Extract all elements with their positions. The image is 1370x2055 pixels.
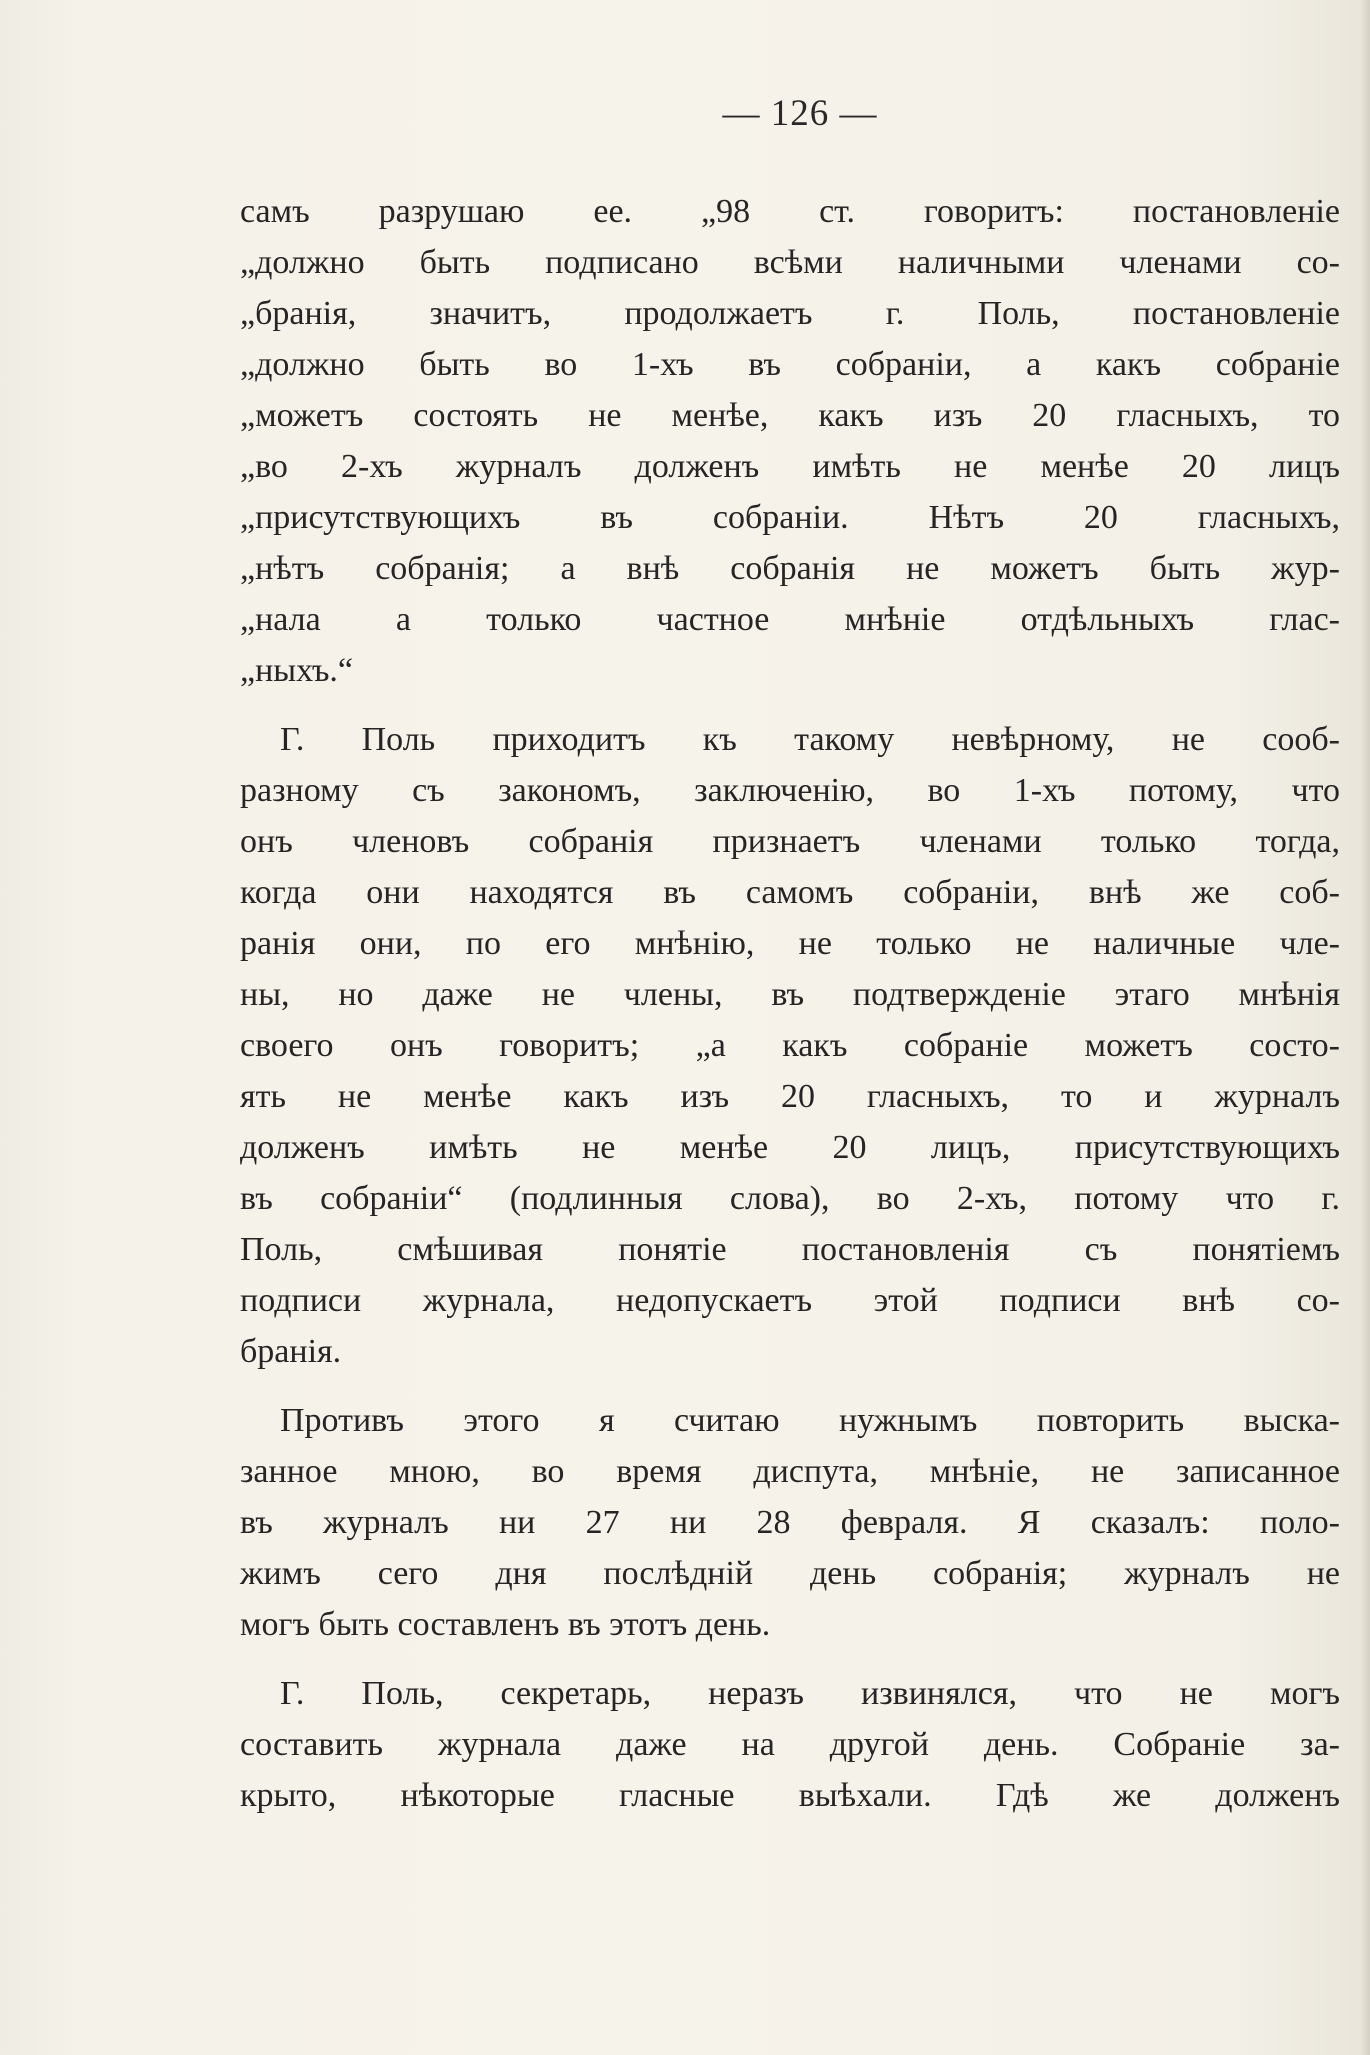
text-line: составить журнала даже на другой день. Собраніе за- xyxy=(240,1726,1340,1763)
paragraph-gap xyxy=(240,696,1340,714)
paragraph-gap xyxy=(240,1650,1340,1668)
text-line: бранія. xyxy=(240,1333,342,1370)
text-line: ранія они, по его мнѣнію, не только не наличные чле- xyxy=(240,925,1340,962)
page-edge-shadow xyxy=(1360,0,1370,2055)
text-line: самъ разрушаю ее. „98 ст. говоритъ: постановленіе xyxy=(240,193,1340,230)
text-line: долженъ имѣть не менѣе 20 лицъ, присутствующихъ xyxy=(240,1129,1340,1166)
text-line: въ журналъ ни 27 ни 28 февраля. Я сказалъ: поло- xyxy=(240,1504,1340,1541)
text-line: въ собраніи“ (подлинныя слова), во 2-хъ, потому что г. xyxy=(240,1180,1340,1217)
paragraph-1 xyxy=(240,186,1340,696)
page-number: — 126 — xyxy=(722,93,878,134)
text-line: когда они находятся въ самомъ собраніи, внѣ же соб- xyxy=(240,874,1340,911)
text-line: „во 2-хъ журналъ долженъ имѣть не менѣе 20 лицъ xyxy=(240,448,1340,485)
paragraph-2 xyxy=(240,714,1340,1377)
text-line: Г. Поль, секретарь, неразъ извинялся, что не могъ xyxy=(280,1675,1340,1712)
text-line: „ныхъ.“ xyxy=(240,652,354,689)
text-line: „можетъ состоять не менѣе, какъ изъ 20 гласныхъ, то xyxy=(240,397,1340,434)
text-line: разному съ закономъ, заключенію, во 1-хъ потому, что xyxy=(240,772,1340,809)
text-line: „должно быть во 1-хъ въ собраніи, а какъ собраніе xyxy=(240,346,1340,383)
text-line: Противъ этого я считаю нужнымъ повторить выска- xyxy=(280,1402,1340,1439)
text-line: Поль, смѣшивая понятіе постановленія съ понятіемъ xyxy=(240,1231,1340,1268)
paragraph-3 xyxy=(240,1395,1340,1650)
paragraph-4 xyxy=(240,1668,1340,1821)
text-line: „нала а только частное мнѣніе отдѣльныхъ глас- xyxy=(240,601,1340,638)
text-line: крыто, нѣкоторые гласные выѣхали. Гдѣ же долженъ xyxy=(240,1777,1340,1814)
text-line: ны, но даже не члены, въ подтвержденіе этаго мнѣнія xyxy=(240,976,1340,1013)
text-line: занное мною, во время диспута, мнѣніе, не записанное xyxy=(240,1453,1340,1490)
text-line: Г. Поль приходитъ къ такому невѣрному, не сооб- xyxy=(280,721,1340,758)
paragraph-gap xyxy=(240,1377,1340,1395)
text-line: онъ членовъ собранія признаетъ членами только тогда, xyxy=(240,823,1340,860)
body-text xyxy=(240,186,1340,1821)
text-line: жимъ сего дня послѣдній день собранія; журналъ не xyxy=(240,1555,1340,1592)
text-line: подписи журнала, недопускаетъ этой подписи внѣ со- xyxy=(240,1282,1340,1319)
text-line: „присутствующихъ въ собраніи. Нѣтъ 20 гласныхъ, xyxy=(240,499,1340,536)
text-line: могъ быть составленъ въ этотъ день. xyxy=(240,1606,771,1643)
text-line: „должно быть подписано всѣми наличными членами со- xyxy=(240,244,1340,281)
text-line: „бранія, значитъ, продолжаетъ г. Поль, постановленіе xyxy=(240,295,1340,332)
text-line: ять не менѣе какъ изъ 20 гласныхъ, то и журналъ xyxy=(240,1078,1340,1115)
text-line: „нѣтъ собранія; а внѣ собранія не можетъ быть жур- xyxy=(240,550,1340,587)
text-line: своего онъ говоритъ; „а какъ собраніе можетъ состо- xyxy=(240,1027,1340,1064)
